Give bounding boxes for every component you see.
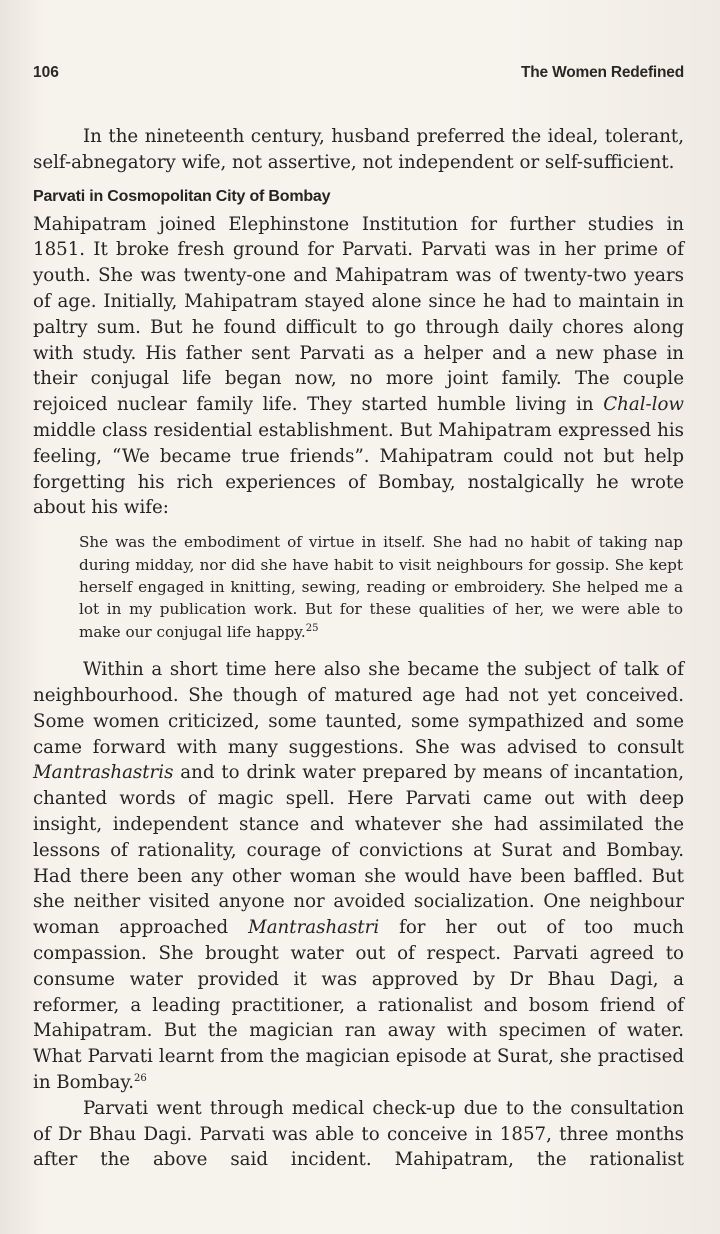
block-quote xyxy=(79,531,683,643)
section-heading: Parvati in Cosmopolitan City of Bombay xyxy=(33,187,331,205)
paragraph-2-term: Chal-low xyxy=(603,394,684,416)
block-quote-text: She was the embodiment of virtue in itself. She had no habit of taking nap during midday, nor did she have habit to visit neighbours for gossip. She kept herself engaged in knitting, sewing, reading or embroidery. She helped me a lot in my publication work. But for these qualities of her, we were able to make our conjugal life happy. xyxy=(79,533,683,641)
paragraph-3-term-1: Mantrashastris xyxy=(33,762,174,784)
paragraph-2 xyxy=(33,212,684,522)
footnote-ref-25: 25 xyxy=(305,622,319,634)
running-head: The Women Redefined xyxy=(521,64,684,81)
paragraph-2-text-a: Mahipatram joined Elephinstone Institution for further studies in 1851. It broke fresh ground for Parvati. Parvati was in her prime of youth. She was twenty-one and Mahipatram was of twenty-two years of age. Initially, Mahipatram stayed alone since he had to maintain in paltry sum. But he found difficult to go through daily chores along with study. His father sent Parvati as a helper and a new phase in their conjugal life began now, no more joint family. The couple rejoiced nuclear family life. They started humble living in xyxy=(33,213,684,416)
paragraph-3-text-c: for her out of too much compassion. She brought water out of respect. Parvati agreed to consume water provided it was approved by Dr Bhau Dagi, a reformer, a leading practitioner, a rationalist and bosom friend of Mahipatram. But the magician ran away with specimen of water. What Parvati learnt from the magician episode at Surat, she practised in Bombay. xyxy=(33,917,684,1093)
page-body xyxy=(33,124,684,1173)
paragraph-4: Parvati went through medical check-up due to the consultation of Dr Bhau Dagi. Parvati was able to conceive in 1857, three months after the above said incident. Mahipatram, the rationalist xyxy=(33,1097,684,1171)
paragraph-3-text-a: Within a short time here also she became the subject of talk of neighbourhood. She though of matured age had not yet conceived. Some women criticized, some taunted, some sympathized and some came forward with many suggestions. She was advised to consult xyxy=(33,659,684,758)
page-number: 106 xyxy=(33,64,59,81)
paragraph-3 xyxy=(33,657,684,1096)
footnote-ref-26: 26 xyxy=(134,1072,147,1084)
paragraph-3-text-b: and to drink water prepared by means of incantation, chanted words of magic spell. Here Parvati came out with deep insight, independent stance and whatever she had assimilated the lessons of rationality, courage of convictions at Surat and Bombay. Had there been any other woman she would have been baffled. But she neither visited anyone nor avoided socialization. One neighbour woman approached xyxy=(33,762,684,939)
page-header xyxy=(33,64,684,86)
paragraph-3-term-2: Mantrashastri xyxy=(248,917,380,939)
paragraph-2-text-b: middle class residential establishment. But Mahipatram expressed his feeling, “We became true friends”. Mahipatram could not but help forgetting his rich experiences of Bombay, nostalgically he wrote about his wife: xyxy=(33,419,684,519)
paragraph-1: In the nineteenth century, husband preferred the ideal, tolerant, self-abnegatory wife, not assertive, not independent or self-sufficient. xyxy=(33,126,684,173)
